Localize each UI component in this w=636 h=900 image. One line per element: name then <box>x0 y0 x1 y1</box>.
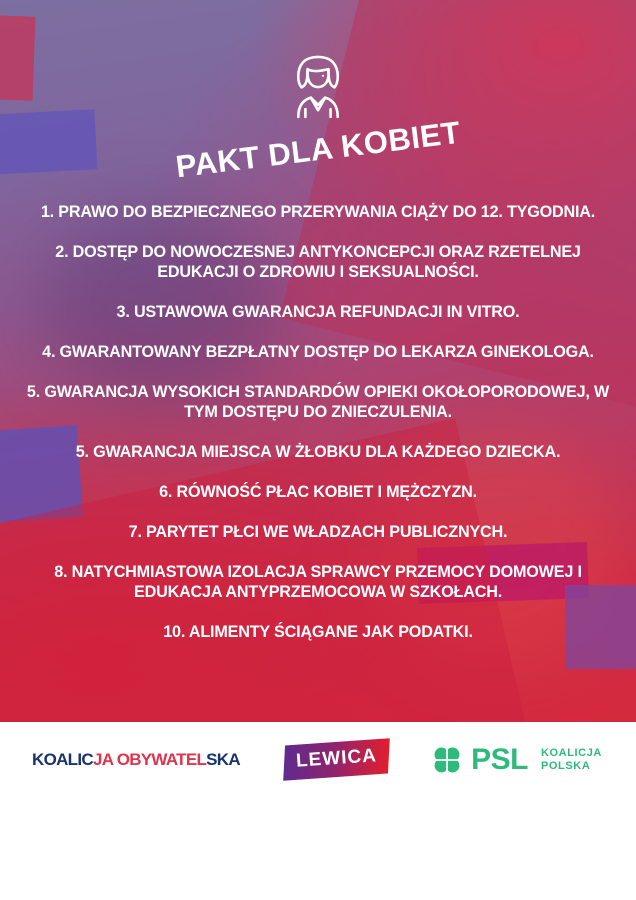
page-title: PAKT DLA KOBIET <box>173 114 463 185</box>
ko-logo-text: JA OBYWATEL <box>92 749 207 769</box>
demand-item: 8. NATYCHMIASTOWA IZOLACJA SPRAWCY PRZEMOCY DOMOWEJ I EDUKACJA ANTYPRZEMOCOWA W SZKOŁACH. <box>54 563 582 601</box>
demand-item: 6. RÓWNOŚĆ PŁAC KOBIET I MĘŻCZYZN. <box>159 483 477 501</box>
koalicja-obywatelska-logo <box>32 750 240 770</box>
demand-item: 4. GWARANTOWANY BEZPŁATNY DOSTĘP DO LEKARZA GINEKOLOGA. <box>42 343 594 361</box>
demand-item: 3. USTAWOWA GWARANCJA REFUNDACJI IN VITRO. <box>116 303 520 321</box>
psl-sub-line: KOALICJA <box>540 746 602 759</box>
lewica-logo-text: LEWICA <box>294 745 378 772</box>
woman-icon <box>283 50 353 118</box>
psl-logo-text: PSL <box>471 742 528 776</box>
demand-item: 7. PARYTET PŁCI WE WŁADZACH PUBLICZNYCH. <box>128 523 508 541</box>
demand-item: 10. ALIMENTY ŚCIĄGANE JAK PODATKI. <box>163 623 473 641</box>
psl-logo <box>432 742 602 776</box>
demand-item: 2. DOSTĘP DO NOWOCZESNEJ ANTYKONCEPCJI ORAZ RZETELNEJ EDUKACJI O ZDROWIU I SEKSUALNOŚCI. <box>55 243 581 281</box>
psl-sub-line: POLSKA <box>540 759 591 772</box>
ko-logo-text: SKA <box>206 749 240 769</box>
demand-item: 5. GWARANCJA WYSOKICH STANDARDÓW OPIEKI OKOŁOPORODOWEJ, W TYM DOSTĘPU DO ZNIECZULENIA. <box>26 383 610 421</box>
logos-footer <box>0 722 636 900</box>
demand-item: 1. PRAWO DO BEZPIECZNEGO PRZERYWANIA CIĄŻY DO 12. TYGODNIA. <box>40 203 596 221</box>
demand-item: 5. GWARANCJA MIEJSCA W ŻŁOBKU DLA KAŻDEGO DZIECKA. <box>75 443 561 461</box>
lewica-logo <box>283 738 390 781</box>
ko-logo-text: KOALIC <box>32 749 93 769</box>
demands-list <box>22 202 614 662</box>
clover-icon <box>432 745 462 775</box>
